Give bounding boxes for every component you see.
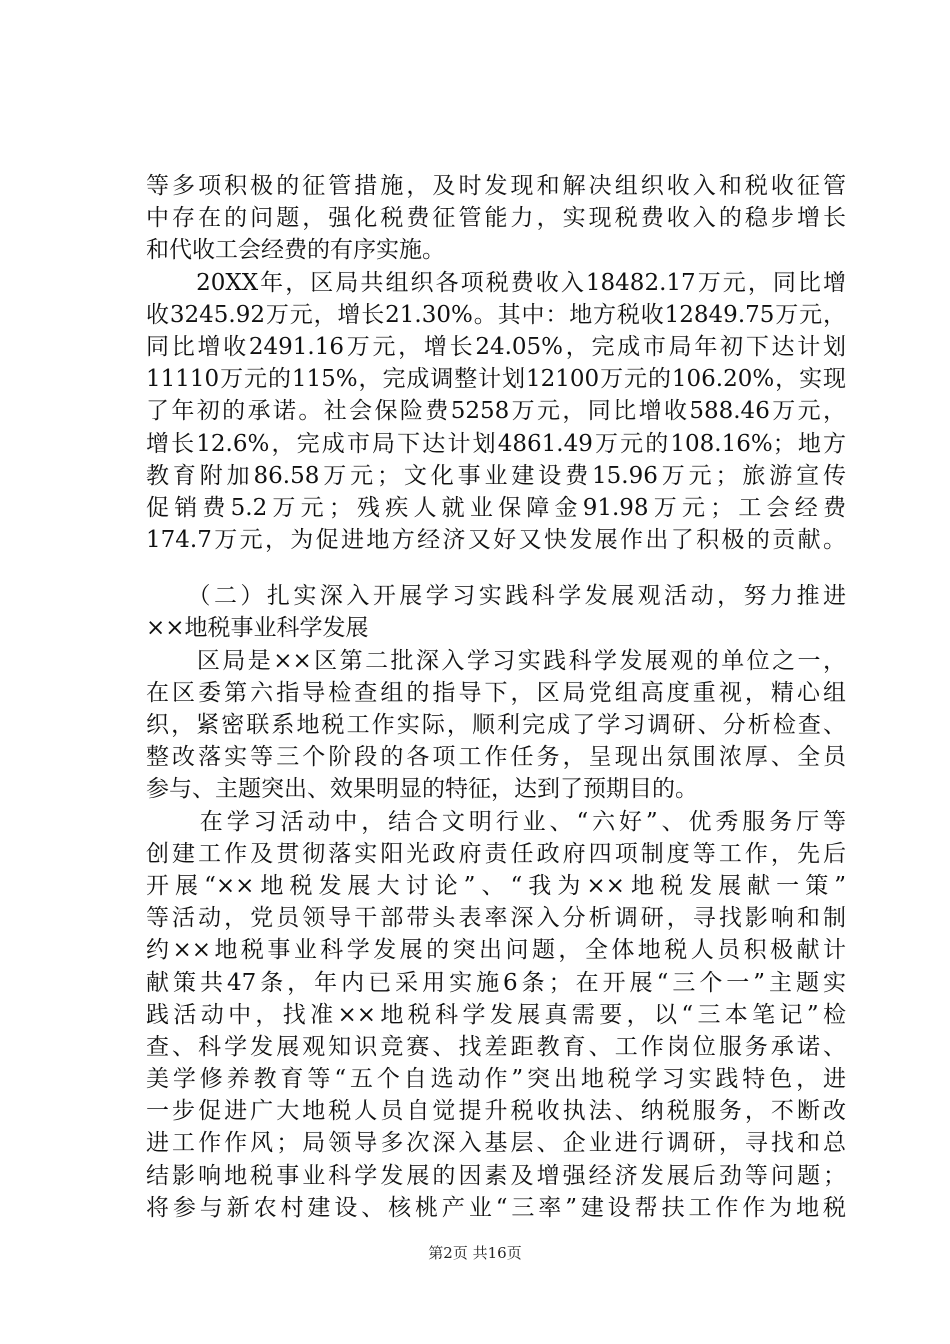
text-line: 20XX年，区局共组织各项税费收入18482.17万元，同比增 (146, 269, 846, 296)
text-line: 美学修养教育等“五个自选动作”突出地税学习实践特色，进 (146, 1066, 846, 1093)
text-line: 献策共47条，年内已采用实施6条；在开展“三个一”主题实 (146, 969, 846, 996)
paragraph-4 (146, 806, 846, 1224)
text-line: 开展“××地税发展大讨论”、“我为××地税发展献一策” (146, 872, 846, 899)
text-line: 整改落实等三个阶段的各项工作任务，呈现出氛围浓厚、全员 (146, 744, 846, 771)
text-line: 参与、主题突出、效果明显的特征，达到了预期目的。 (146, 776, 698, 803)
paragraph-2 (146, 267, 846, 557)
text-line: 中存在的问题，强化税费征管能力，实现税费收入的稳步增长 (146, 205, 846, 232)
text-line: 在区委第六指导检查组的指导下，区局党组高度重视，精心组 (146, 679, 846, 706)
text-line: 同比增收2491.16万元，增长24.05%，完成市局年初下达计划 (146, 333, 846, 360)
text-line: 一步促进广大地税人员自觉提升税收执法、纳税服务，不断改 (146, 1098, 846, 1125)
text-line: 了年初的承诺。社会保险费5258万元，同比增收588.46万元， (146, 398, 846, 425)
paragraph-3 (146, 645, 846, 806)
paragraph-1 (146, 170, 846, 267)
text-line: 教育附加86.58万元；文化事业建设费15.96万元；旅游宣传 (146, 462, 846, 489)
text-line: 促销费5.2万元；残疾人就业保障金91.98万元；工会经费 (146, 494, 846, 521)
text-line: 将参与新农村建设、核桃产业“三率”建设帮扶工作作为地税 (146, 1194, 846, 1221)
text-line: 进工作作风；局领导多次深入基层、企业进行调研，寻找和总 (146, 1130, 846, 1157)
document-body (146, 170, 846, 1224)
text-line: 查、科学发展观知识竞赛、找差距教育、工作岗位服务承诺、 (146, 1033, 846, 1060)
text-line: 织，紧密联系地税工作实际，顺利完成了学习调研、分析检查、 (146, 712, 846, 738)
text-line: 在学习活动中，结合文明行业、“六好”、优秀服务厅等 (146, 808, 846, 835)
section-heading (146, 580, 846, 644)
text-line: 等多项积极的征管措施，及时发现和解决组织收入和税收征管 (146, 173, 846, 199)
text-line: 增长12.6%，完成市局下达计划4861.49万元的108.16%；地方 (146, 430, 846, 457)
text-line: 结影响地税事业科学发展的因素及增强经济发展后劲等问题； (146, 1162, 846, 1189)
text-line: 收3245.92万元，增长21.30%。其中：地方税收12849.75万元， (146, 301, 846, 328)
text-line: 约××地税事业科学发展的突出问题，全体地税人员积极献计 (146, 937, 846, 964)
text-line: 区局是××区第二批深入学习实践科学发展观的单位之一， (146, 647, 846, 674)
heading-line: （二）扎实深入开展学习实践科学发展观活动，努力推进 (146, 583, 846, 610)
text-line: 践活动中，找准××地税科学发展真需要，以“三本笔记”检 (146, 1001, 846, 1028)
heading-line: ××地税事业科学发展 (146, 615, 369, 642)
text-line: 174.7万元，为促进地方经济又好又快发展作出了积极的贡献。 (146, 527, 846, 554)
text-line: 等活动，党员领导干部带头表率深入分析调研，寻找影响和制 (146, 905, 846, 932)
text-line: 和代收工会经费的有序实施。 (146, 237, 445, 264)
page-footer: 第2页 共16页 (428, 1244, 522, 1262)
paragraph-gap (146, 556, 846, 580)
text-line: 创建工作及贯彻落实阳光政府责任政府四项制度等工作，先后 (146, 840, 846, 867)
text-line: 11110万元的115%，完成调整计划12100万元的106.20%，实现 (146, 366, 846, 393)
